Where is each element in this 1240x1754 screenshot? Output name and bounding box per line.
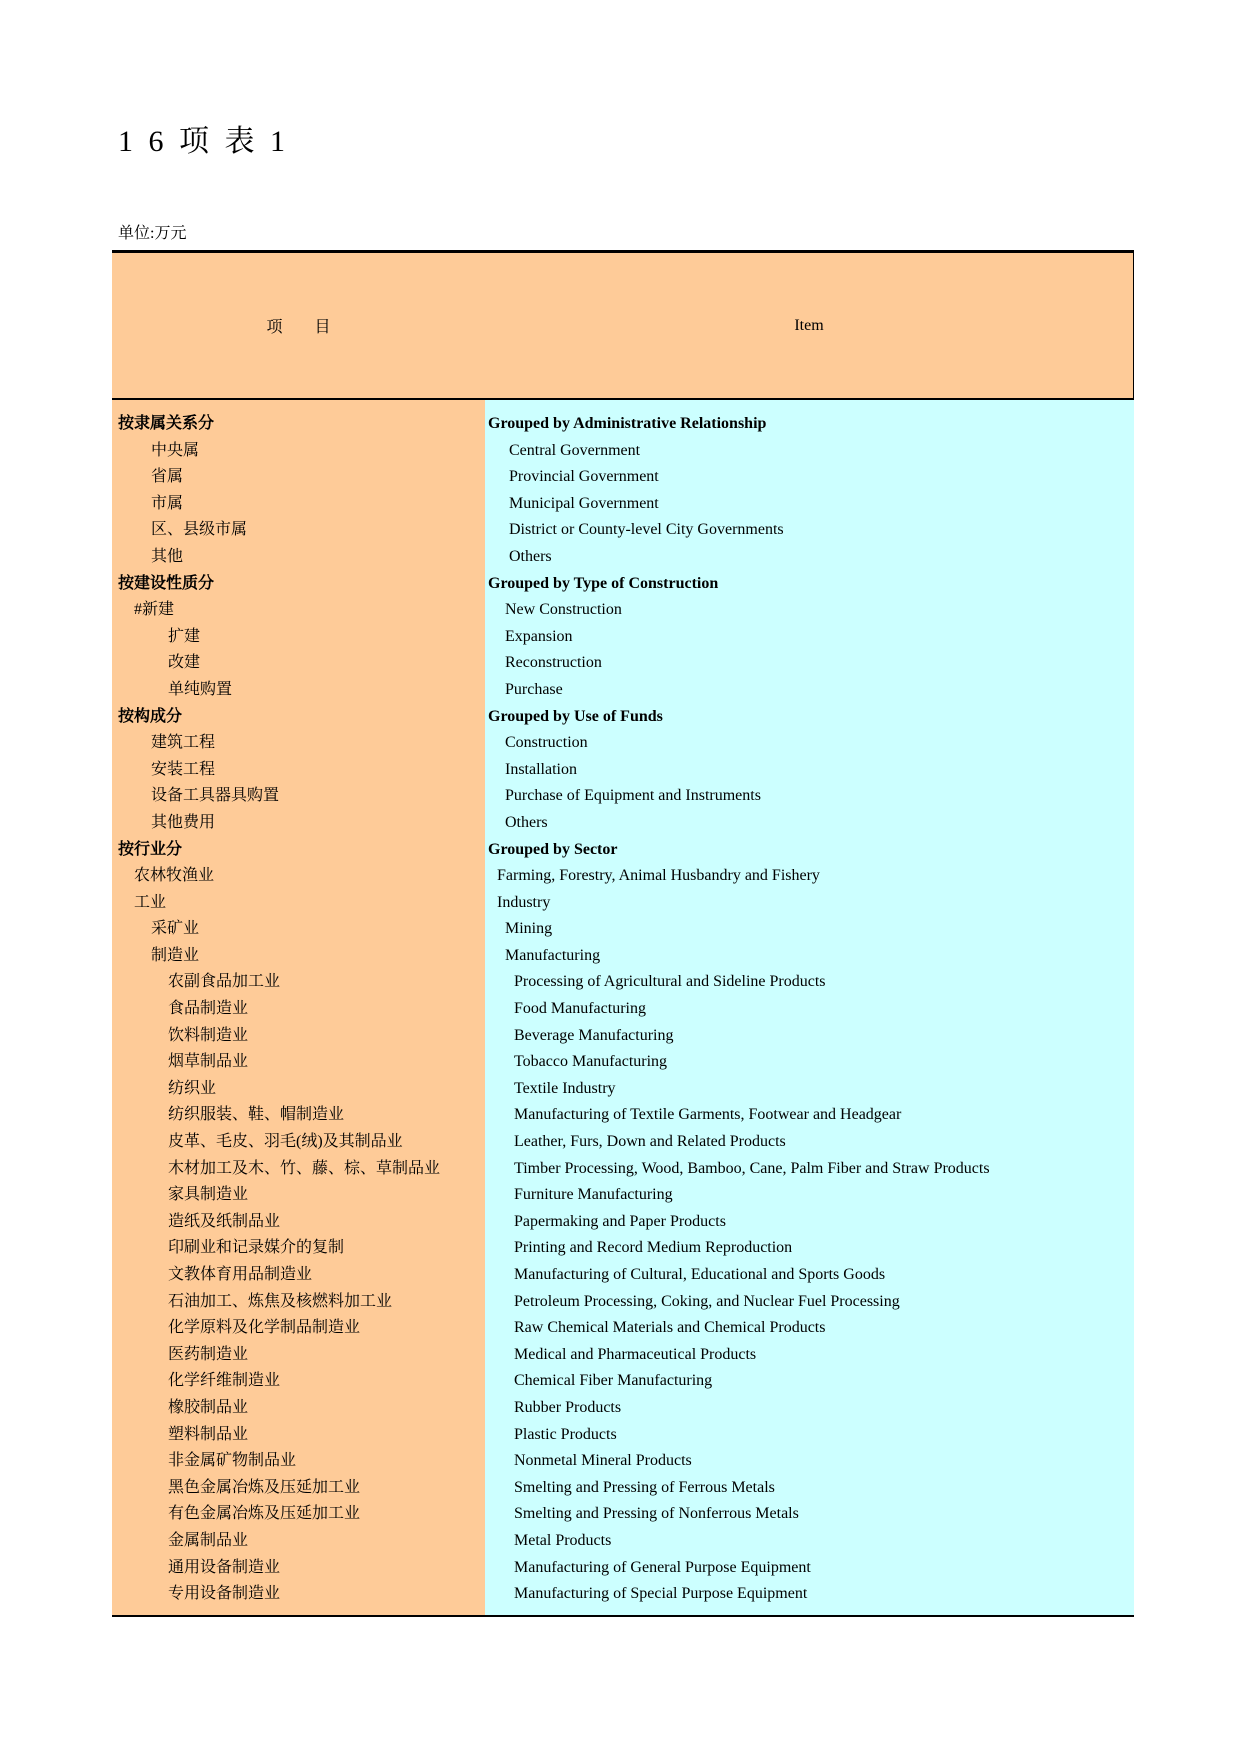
table-header bbox=[112, 250, 1134, 400]
table-row-cn: 按隶属关系分 bbox=[118, 415, 215, 432]
table-row-en: Mining bbox=[505, 920, 553, 938]
table-row-cn: 建筑工程 bbox=[151, 734, 216, 752]
table-row-en: Food Manufacturing bbox=[514, 1000, 646, 1018]
table-row-cn: 单纯购置 bbox=[168, 680, 233, 698]
table-row-cn: 区、县级市属 bbox=[151, 521, 248, 539]
column-en bbox=[485, 400, 1134, 1615]
table-row-en: Tobacco Manufacturing bbox=[514, 1053, 668, 1071]
page-title: 1 6 项 表 1 bbox=[118, 125, 289, 158]
table-row-en: Medical and Pharmaceutical Products bbox=[514, 1345, 757, 1363]
table-row-cn: 按行业分 bbox=[118, 840, 183, 858]
table-row-en: Central Government bbox=[509, 441, 641, 459]
table-row-cn: 采矿业 bbox=[151, 920, 200, 938]
table-row-cn: 有色金属冶炼及压延加工业 bbox=[168, 1505, 361, 1523]
table-row-en: Plastic Products bbox=[514, 1425, 617, 1443]
table-row-cn: 木材加工及木、竹、藤、棕、草制品业 bbox=[168, 1159, 441, 1177]
table-row-cn: 金属制品业 bbox=[168, 1531, 249, 1549]
table-row-en: Smelting and Pressing of Ferrous Metals bbox=[514, 1478, 775, 1496]
table-row-en: Manufacturing of Textile Garments, Footwear and Headgear bbox=[514, 1106, 902, 1124]
table-row-en: Metal Products bbox=[514, 1531, 612, 1549]
table-row-cn: 纺织业 bbox=[168, 1079, 217, 1097]
table-row-en: Chemical Fiber Manufacturing bbox=[514, 1372, 713, 1390]
table-row-en: Grouped by Administrative Relationship bbox=[488, 415, 767, 432]
table-row-en: Furniture Manufacturing bbox=[514, 1186, 673, 1204]
header-cell-cn bbox=[112, 253, 485, 398]
table-row-cn: 其他费用 bbox=[151, 813, 216, 831]
table-row-cn: 扩建 bbox=[168, 627, 201, 645]
table-row-cn: 市属 bbox=[151, 494, 184, 512]
table-row-en: Manufacturing of Cultural, Educational and Sports Goods bbox=[514, 1266, 886, 1283]
table-row-en: Reconstruction bbox=[505, 654, 602, 672]
table-row-cn: 改建 bbox=[168, 654, 201, 672]
table-row-en: Manufacturing of General Purpose Equipment bbox=[514, 1558, 811, 1576]
header-en-label: Item bbox=[794, 316, 824, 334]
table-row-cn: 化学纤维制造业 bbox=[168, 1372, 281, 1390]
unit-label: 单位:万元 bbox=[118, 225, 187, 242]
table-row-en: Grouped by Sector bbox=[488, 840, 618, 858]
table-row-cn: 通用设备制造业 bbox=[168, 1558, 281, 1576]
table-row-en: Raw Chemical Materials and Chemical Products bbox=[514, 1319, 826, 1337]
table-row-cn: 农副食品加工业 bbox=[168, 973, 281, 991]
table-row-en: Manufacturing of Special Purpose Equipment bbox=[514, 1585, 808, 1603]
table-row-en: Processing of Agricultural and Sideline Products bbox=[514, 973, 826, 991]
table-row-cn: 造纸及纸制品业 bbox=[168, 1212, 281, 1230]
table-row-en: Industry bbox=[497, 893, 551, 911]
table-row-en: Printing and Record Medium Reproduction bbox=[514, 1239, 793, 1257]
table-row-cn: 饮料制造业 bbox=[168, 1026, 249, 1044]
table-row-en: Farming, Forestry, Animal Husbandry and Fishery bbox=[497, 867, 820, 885]
table-row-en: Construction bbox=[505, 734, 588, 752]
table-row-en: New Construction bbox=[505, 601, 622, 619]
table-row-en: Purchase bbox=[505, 680, 563, 698]
table-row-cn: 设备工具器具购置 bbox=[151, 787, 280, 805]
table-row-cn: 省属 bbox=[151, 468, 184, 486]
table-row-en: Expansion bbox=[505, 627, 573, 645]
table-row-en: Papermaking and Paper Products bbox=[514, 1212, 726, 1230]
table-row-en: Rubber Products bbox=[514, 1398, 622, 1416]
table-row-en: Leather, Furs, Down and Related Products bbox=[514, 1133, 786, 1151]
table-row-en: Beverage Manufacturing bbox=[514, 1026, 674, 1044]
table-row-en: Purchase of Equipment and Instruments bbox=[505, 787, 761, 805]
table-row-cn: 塑料制品业 bbox=[168, 1425, 249, 1443]
table-row-en: Textile Industry bbox=[514, 1079, 616, 1097]
table-row-cn: 制造业 bbox=[151, 946, 200, 964]
table-row-cn: 工业 bbox=[134, 893, 167, 911]
table-row-en: Municipal Government bbox=[509, 494, 659, 512]
table-row-cn: 纺织服装、鞋、帽制造业 bbox=[168, 1106, 345, 1124]
table-row-cn: #新建 bbox=[134, 601, 175, 619]
table-row-en: Installation bbox=[505, 760, 577, 778]
table-row-en: Petroleum Processing, Coking, and Nuclear Fuel Processing bbox=[514, 1292, 900, 1310]
table-row-cn: 石油加工、炼焦及核燃料加工业 bbox=[168, 1292, 393, 1310]
table-row-cn: 农林牧渔业 bbox=[134, 867, 215, 885]
table-row-cn: 文教体育用品制造业 bbox=[168, 1266, 313, 1283]
table-row-en: Grouped by Use of Funds bbox=[488, 707, 663, 725]
header-cell-en bbox=[485, 253, 1133, 398]
table-row-cn: 按建设性质分 bbox=[118, 574, 215, 592]
data-table bbox=[112, 250, 1134, 1617]
table-row-en: District or County-level City Governments bbox=[509, 521, 784, 539]
table-row-en: Smelting and Pressing of Nonferrous Metals bbox=[514, 1505, 799, 1523]
table-row-en: Others bbox=[509, 547, 552, 565]
table-row-cn: 家具制造业 bbox=[168, 1186, 249, 1204]
table-row-en: Grouped by Type of Construction bbox=[488, 574, 719, 592]
table-row-cn: 安装工程 bbox=[151, 760, 216, 778]
table-row-cn: 橡胶制品业 bbox=[168, 1398, 249, 1416]
column-cn bbox=[112, 400, 485, 1615]
header-cn-label: 项 目 bbox=[266, 319, 331, 336]
table-row-cn: 食品制造业 bbox=[168, 1000, 249, 1018]
table-row-cn: 中央属 bbox=[151, 441, 200, 459]
table-row-cn: 化学原料及化学制品制造业 bbox=[168, 1319, 361, 1337]
table-row-cn: 医药制造业 bbox=[168, 1345, 249, 1363]
table-row-cn: 印刷业和记录媒介的复制 bbox=[168, 1239, 345, 1257]
table-row-cn: 烟草制品业 bbox=[168, 1053, 249, 1071]
table-row-en: Provincial Government bbox=[509, 468, 659, 486]
table-row-en: Others bbox=[505, 813, 548, 831]
table-row-cn: 按构成分 bbox=[118, 707, 183, 725]
table-row-en: Nonmetal Mineral Products bbox=[514, 1452, 692, 1470]
table-row-cn: 黑色金属冶炼及压延加工业 bbox=[168, 1478, 361, 1496]
table-row-en: Manufacturing bbox=[505, 946, 601, 964]
table-row-cn: 皮革、毛皮、羽毛(绒)及其制品业 bbox=[168, 1133, 403, 1151]
table-row-en: Timber Processing, Wood, Bamboo, Cane, Palm Fiber and Straw Products bbox=[514, 1159, 990, 1177]
table-row-cn: 其他 bbox=[151, 547, 184, 565]
table-row-cn: 非金属矿物制品业 bbox=[168, 1452, 297, 1470]
table-row-cn: 专用设备制造业 bbox=[168, 1585, 281, 1603]
table-body bbox=[112, 400, 1134, 1617]
